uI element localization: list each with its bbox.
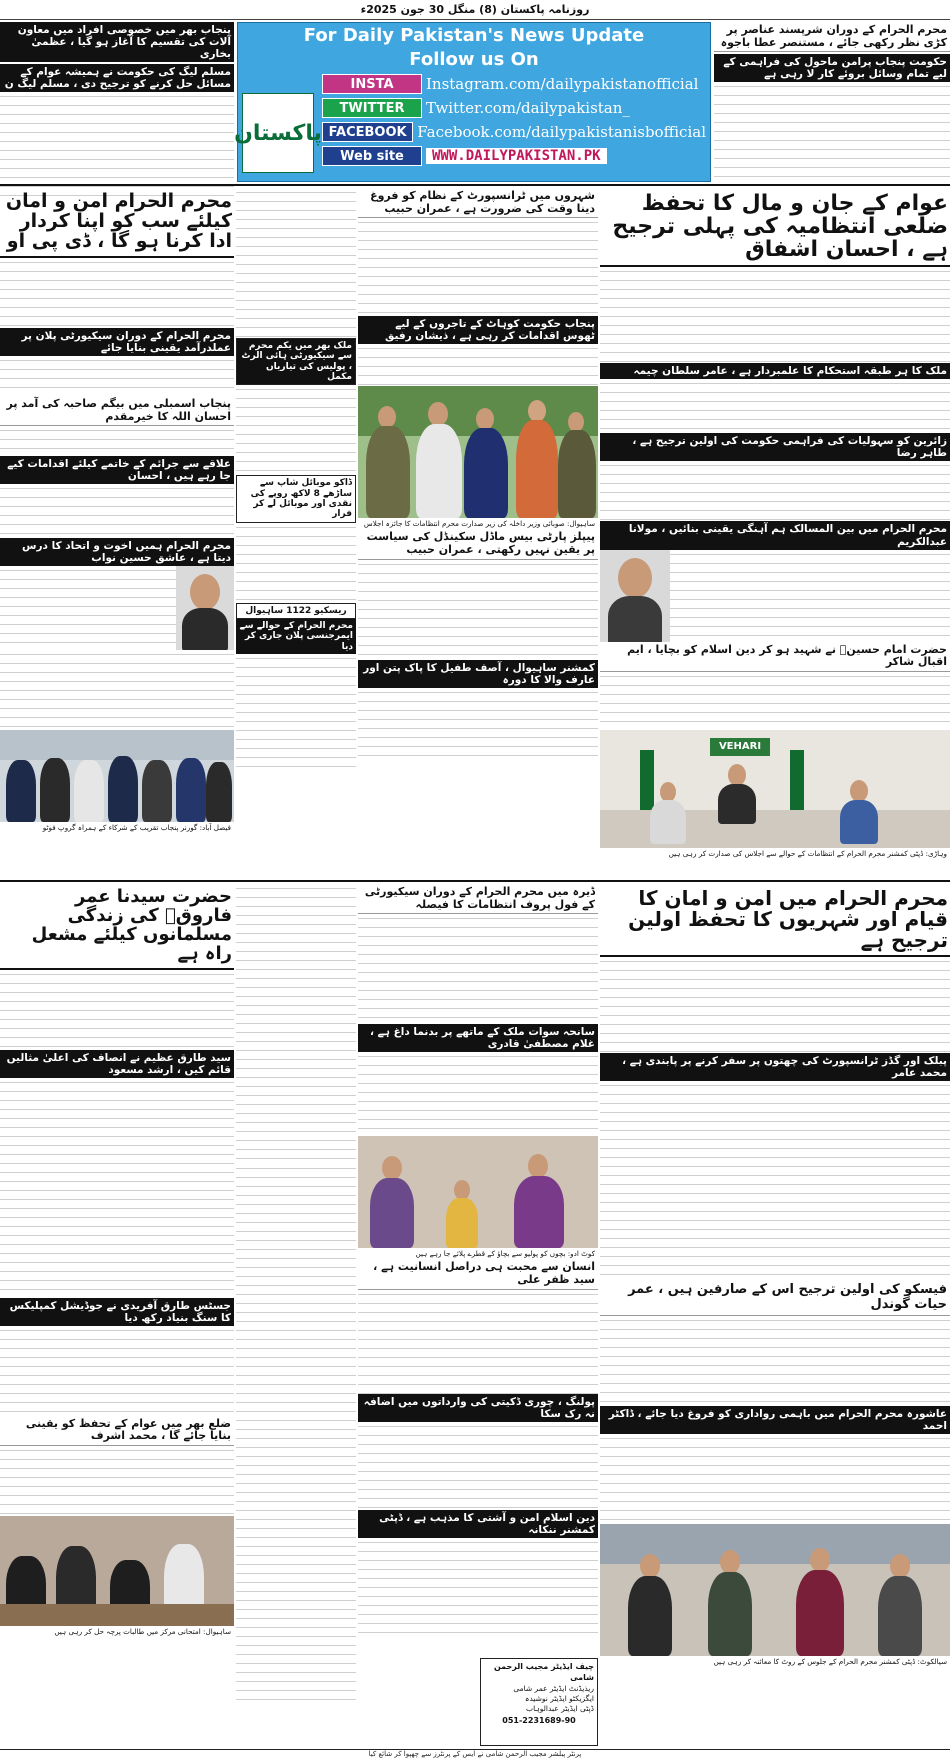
article-body bbox=[0, 650, 234, 730]
article-body bbox=[0, 484, 234, 538]
article-body bbox=[358, 1290, 598, 1394]
headline[interactable]: عاشورہ محرم الحرام میں باہمی رواداری کو فروغ دیا جائے ، ڈاکٹر احمد bbox=[600, 1406, 950, 1434]
article-body bbox=[600, 1434, 950, 1524]
lower-left-block bbox=[0, 884, 234, 1637]
article-body bbox=[0, 258, 234, 328]
ad-row-instagram[interactable] bbox=[322, 73, 706, 95]
photo-caption: کوٹ ادو: بچوں کو پولیو سے بچاؤ کے قطرے پلائے جا رہے ہیں bbox=[358, 1248, 598, 1259]
headline[interactable]: پنجاب اسمبلی میں بیگم صاحبہ کی آمد پر احسان اللہ کا خیرمقدم bbox=[0, 396, 234, 426]
article-body bbox=[358, 914, 598, 1024]
article-body bbox=[358, 1052, 598, 1136]
lower-middle-block bbox=[358, 884, 598, 1636]
social-follow-ad[interactable] bbox=[234, 22, 711, 182]
article-body bbox=[358, 560, 598, 660]
lead-headline[interactable]: محرم الحرام امن و امان کیلئے سب کو اپنا کردار ادا کرنا ہو گا ، ڈی پی او bbox=[0, 188, 234, 258]
logo-text: پاکستان bbox=[234, 120, 322, 146]
headline[interactable]: محرم الحرام کے دوران سیکیورٹی پلان پر عملدرآمد یقینی بنایا جائے bbox=[0, 328, 234, 356]
headline[interactable]: پولنگ ، چوری ڈکیتی کی وارداتوں میں اضافہ نہ رک سکا bbox=[358, 1394, 598, 1422]
dateline-text: روزنامہ پاکستان (8) منگل 30 جون 2025ء bbox=[360, 3, 590, 16]
headline[interactable]: دین اسلام امن و آشتی کا مذہب ہے ، ڈپٹی کمشنر ننکانہ bbox=[358, 1510, 598, 1538]
article-body bbox=[600, 461, 950, 521]
instagram-icon: INSTA bbox=[322, 74, 422, 94]
headline[interactable]: محرم الحرام میں بین المسالک ہم آہنگی یقینی بنائیں ، مولانا عبدالکریم bbox=[600, 521, 950, 549]
article-body bbox=[236, 385, 356, 475]
phone-number: 051-2231689-90 bbox=[502, 1715, 576, 1725]
facebook-link[interactable]: Facebook.com/dailypakistanisbofficial bbox=[417, 123, 706, 141]
headline[interactable]: حکومت پنجاب پرامن ماحول کی فراہمی کے لیے تمام وسائل بروئے کار لا رہی ہے bbox=[714, 54, 950, 82]
article-body bbox=[0, 970, 234, 1050]
ad-title-line1: For Daily Pakistan's News Update bbox=[303, 25, 645, 46]
headline[interactable]: مسلم لیگ کی حکومت نے ہمیشہ عوام کے مسائل حل کرنے کو ترجیح دی ، مسلم لیگ ن bbox=[0, 64, 234, 92]
staff-line: ایگزیکٹو ایڈیٹر نوشیدہ bbox=[524, 1693, 594, 1703]
left-top-column bbox=[0, 22, 234, 202]
lower-narrow-column bbox=[236, 884, 356, 1704]
lower-right-block bbox=[600, 884, 950, 1667]
headline[interactable]: ڈیرہ میں محرم الحرام کے دوران سیکیورٹی کے فول پروف انتظامات کا فیصلہ bbox=[358, 884, 598, 914]
vehari-meeting-photo bbox=[600, 730, 950, 848]
headline[interactable]: ڈاکو موبائل شاپ سے ساڑھے 8 لاکھ روپے کی نقدی اور موبائل لے کر فرار bbox=[236, 475, 356, 522]
left-news-block bbox=[0, 188, 234, 833]
minister-visit-photo bbox=[358, 386, 598, 518]
facebook-icon: FACEBOOK bbox=[322, 122, 413, 142]
article-body bbox=[236, 884, 356, 1164]
headline[interactable]: ریسکیو 1122 ساہیوال bbox=[236, 603, 356, 619]
twitter-icon: TWITTER bbox=[322, 98, 422, 118]
headline[interactable]: سانحہ سوات ملک کے ماتھے پر بدنما داغ ہے ، غلام مصطفیٰ قادری bbox=[358, 1024, 598, 1052]
headline[interactable]: ملک بھر میں یکم محرم سے سیکیورٹی ہائی الرٹ ، پولیس کی تیاریاں مکمل bbox=[236, 338, 356, 385]
instagram-link[interactable]: Instagram.com/dailypakistanofficial bbox=[426, 75, 699, 93]
dc-inspection-photo bbox=[600, 1524, 950, 1656]
article-body bbox=[358, 688, 598, 764]
lead-headline[interactable]: حضرت سیدنا عمر فاروقؓ کی زندگی مسلمانوں کیلئے مشعل راہ ہے bbox=[0, 884, 234, 970]
article-body bbox=[358, 1538, 598, 1636]
page-dateline bbox=[0, 0, 950, 20]
headline[interactable]: کمشنر ساہیوال ، آصف طفیل کا پاک پتن اور عارف والا کا دورہ bbox=[358, 660, 598, 688]
article-body bbox=[0, 566, 176, 650]
photo-caption: سیالکوٹ: ڈپٹی کمشنر محرم الحرام کے جلوس کے روٹ کا معائنہ کر رہی ہیں bbox=[600, 1656, 950, 1667]
ad-title-line2: Follow us On bbox=[409, 49, 539, 70]
article-body bbox=[236, 188, 356, 338]
article-body bbox=[0, 426, 234, 456]
article-body bbox=[236, 1164, 356, 1434]
article-body bbox=[358, 218, 598, 316]
headline[interactable]: محرم الحرام ہمیں اخوت و اتحاد کا درس دیتا ہے ، عاشق حسین نواب bbox=[0, 538, 234, 566]
middle-right-column bbox=[358, 188, 598, 764]
polio-drive-photo bbox=[358, 1136, 598, 1248]
headline[interactable]: محرم الحرام کے دوران شرپسند عناصر پر کڑی نظر رکھی جائے ، مستنصر عطا باجوہ bbox=[714, 22, 950, 52]
article-body bbox=[670, 550, 950, 642]
article-body bbox=[358, 344, 598, 386]
article-body bbox=[600, 672, 950, 728]
article-body bbox=[600, 1081, 950, 1281]
headline[interactable]: علاقے سے جرائم کے خاتمے کیلئے اقدامات کیے جا رہے ہیں ، احسان bbox=[0, 456, 234, 484]
exam-hall-photo bbox=[0, 1516, 234, 1626]
headline[interactable]: پبلک اور گڈز ٹرانسپورٹ کی چھتوں پر سفر کرنے پر پابندی ہے ، محمد عامر bbox=[600, 1053, 950, 1081]
headline[interactable]: شہروں میں ٹرانسپورٹ کے نظام کو فروغ دینا وقت کی ضرورت ہے ، عمران حبیب bbox=[358, 188, 598, 218]
staff-line: چیف ایڈیٹر مجیب الرحمن شامی bbox=[493, 1662, 594, 1682]
photo-caption: فیصل آباد: گورنر پنجاب تقریب کے شرکاء کے ہمراہ گروپ فوٹو bbox=[0, 822, 234, 833]
article-body bbox=[236, 654, 356, 774]
staff-box bbox=[480, 1658, 598, 1746]
article-body bbox=[600, 379, 950, 433]
headline[interactable]: حضرت امام حسینؓ نے شہید ہو کر دین اسلام کو بچایا ، ایم اقبال شاکر bbox=[600, 642, 950, 672]
section-divider bbox=[0, 880, 950, 882]
headline[interactable]: جسٹس طارق آفریدی نے جوڈیشل کمپلیکس کا سنگ بنیاد رکھ دیا bbox=[0, 1298, 234, 1326]
portrait-photo bbox=[176, 566, 234, 650]
article-body bbox=[600, 1316, 950, 1406]
headline[interactable]: ملک کا ہر طبقہ استحکام کا علمبردار ہے ، عامر سلطان چیمہ bbox=[600, 363, 950, 379]
globe-icon: Web site bbox=[322, 146, 422, 166]
vehari-banner: VEHARI bbox=[710, 738, 770, 756]
portrait-photo bbox=[600, 550, 670, 642]
article-body bbox=[236, 1434, 356, 1704]
group-photo bbox=[0, 730, 234, 822]
staff-line: ریذیڈنٹ ایڈیٹر عمر شامی bbox=[513, 1683, 594, 1693]
article-body bbox=[0, 1078, 234, 1298]
section-divider bbox=[0, 184, 950, 186]
twitter-link[interactable]: Twitter.com/dailypakistan_ bbox=[426, 99, 630, 117]
footer-imprint: پرنٹر پبلشر مجیب الرحمن شامی نے ایس کے پرنٹرز سے چھپوا کر شائع کیا bbox=[368, 1750, 582, 1758]
ad-row-facebook[interactable] bbox=[322, 121, 706, 143]
ad-row-website[interactable] bbox=[322, 145, 706, 167]
right-top-column bbox=[714, 22, 950, 188]
headline[interactable]: زائرین کو سہولیات کی فراہمی حکومت کی اولین ترجیح ہے ، طاہر رضا bbox=[600, 433, 950, 461]
article-body bbox=[0, 356, 234, 396]
website-link[interactable]: WWW.DAILYPAKISTAN.PK bbox=[426, 148, 607, 164]
headline[interactable]: سید طارق عظیم نے انصاف کی اعلیٰ مثالیں قائم کیں ، ارشد مسعود bbox=[0, 1050, 234, 1078]
photo-caption: ساہیوال: صوبائی وزیر داخلہ کی زیر صدارت محرم انتظامات کا جائزہ اجلاس bbox=[358, 518, 598, 529]
article-body bbox=[0, 1446, 234, 1516]
article-body bbox=[236, 523, 356, 603]
article-body bbox=[600, 957, 950, 1053]
photo-caption: وہاڑی: ڈپٹی کمشنر محرم الحرام کے انتظامات کے حوالے سے اجلاس کی صدارت کر رہی ہیں bbox=[600, 848, 950, 859]
headline[interactable]: ضلع بھر میں عوام کے تحفظ کو یقینی بنایا جائے گا ، محمد اشرف bbox=[0, 1416, 234, 1446]
headline[interactable]: فیسکو کی اولین ترجیح اس کے صارفین ہیں ، عمر حیات گوندل bbox=[600, 1281, 950, 1316]
photo-caption: ساہیوال: امتحانی مرکز میں طالبات پرچہ حل کر رہی ہیں bbox=[0, 1626, 234, 1637]
headline[interactable]: انسان سے محبت ہی دراصل انسانیت ہے ، سید ظفر علی bbox=[358, 1259, 598, 1289]
lead-headline[interactable]: محرم الحرام میں امن و امان کا قیام اور شہریوں کا تحفظ اولین ترجیح ہے bbox=[600, 884, 950, 957]
headline[interactable]: پنجاب بھر میں خصوصی افراد میں معاون آلات کی تقسیم کا آغاز ہو گیا ، عظمیٰ بخاری bbox=[0, 22, 234, 62]
headline[interactable]: محرم الحرام کے حوالے سے ایمرجنسی پلان جاری کر دیا bbox=[236, 619, 356, 654]
headline[interactable]: پیپلز پارٹی بیس ماڈل سکینڈل کی سیاست پر یقین نہیں رکھتی ، عمران حبیب bbox=[358, 529, 598, 559]
ad-row-twitter[interactable] bbox=[322, 97, 706, 119]
narrow-column bbox=[236, 188, 356, 774]
article-body bbox=[0, 1326, 234, 1416]
right-news-block bbox=[600, 188, 950, 859]
headline[interactable]: پنجاب حکومت کوہاٹ کے تاجروں کے لیے ٹھوس اقدامات کر رہی ہے ، ذیشان رفیق bbox=[358, 316, 598, 344]
article-body bbox=[358, 1422, 598, 1510]
lead-headline[interactable]: عوام کے جان و مال کا تحفظ ضلعی انتظامیہ کی پہلی ترجیح ہے ، احسان اشفاق bbox=[600, 188, 950, 267]
article-body bbox=[714, 82, 950, 188]
article-body bbox=[600, 267, 950, 363]
staff-line: ڈپٹی ایڈیٹر عبدالوہاب bbox=[526, 1703, 594, 1713]
newspaper-logo bbox=[234, 93, 322, 173]
